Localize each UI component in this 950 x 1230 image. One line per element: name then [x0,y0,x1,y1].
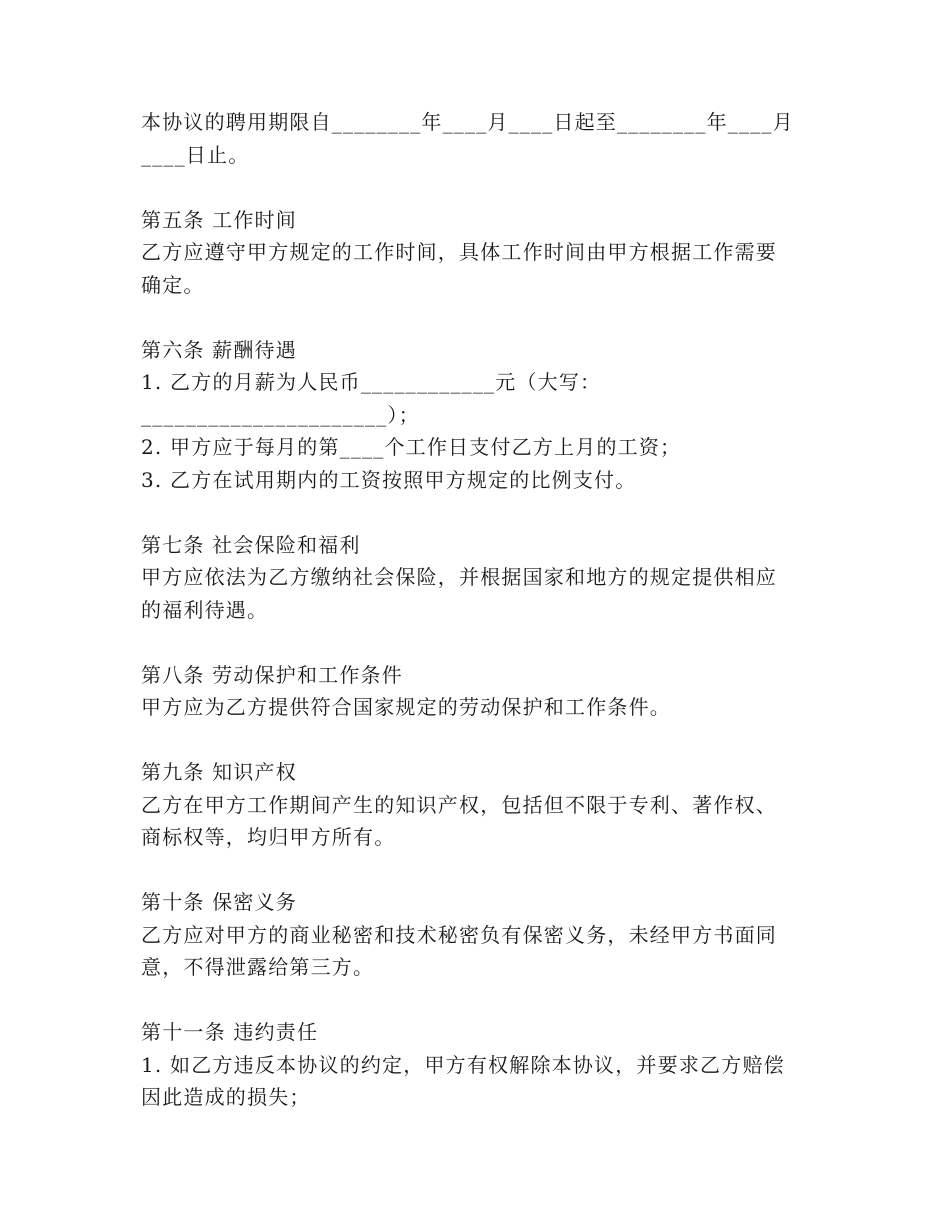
paragraph-line: 乙方应对甲方的商业秘密和技术秘密负有保密义务，未经甲方书面同 [141,922,777,947]
section-article-11 [141,1016,821,1114]
paragraph-line: 乙方应遵守甲方规定的工作时间，具体工作时间由甲方根据工作需要 [141,240,777,264]
paragraph-line: 甲方应依法为乙方缴纳社会保险，并根据国家和地方的规定提供相应 [141,565,777,589]
paragraph-spacer [141,496,821,529]
paragraph-line: 的福利待遇。 [141,597,269,622]
section-article-9 [141,756,821,854]
paragraph-line: ____日止。 [141,142,250,167]
paragraph-spacer [141,171,821,204]
section-heading: 第十一条 违约责任 [141,1020,319,1044]
paragraph-line: 乙方在甲方工作期间产生的知识产权，包括但不限于专利、著作权、 [141,792,777,817]
paragraph-spacer [141,854,821,887]
section-heading: 第五条 工作时间 [141,207,297,232]
paragraph-line: 意，不得泄露给第三方。 [141,955,375,979]
section-article-8 [141,659,821,724]
paragraph-line: 确定。 [141,272,205,297]
section-article-7 [141,529,821,627]
section-heading: 第十条 保密义务 [141,890,297,914]
list-item: 3. 乙方在试用期内的工资按照甲方规定的比例支付。 [141,467,637,492]
term-clause-continuation [141,106,821,171]
list-item-continuation: 因此造成的损失； [141,1085,311,1109]
section-heading: 第七条 社会保险和福利 [141,532,361,557]
section-article-6 [141,334,821,497]
paragraph-spacer [141,301,821,334]
paragraph-spacer [141,626,821,659]
list-item: 1. 乙方的月薪为人民币____________元（大写： [141,370,602,394]
paragraph-line: 商标权等，均归甲方所有。 [141,825,396,849]
paragraph-line: 本协议的聘用期限自________年____月____日起至________年____月 [141,110,794,134]
document-body [141,106,821,1114]
section-article-5 [141,204,821,302]
paragraph-spacer [141,724,821,757]
paragraph-line: 甲方应为乙方提供符合国家规定的劳动保护和工作条件。 [141,695,671,719]
section-heading: 第九条 知识产权 [141,760,297,784]
list-item: 1. 如乙方违反本协议的约定，甲方有权解除本协议，并要求乙方赔偿 [141,1052,785,1077]
section-heading: 第八条 劳动保护和工作条件 [141,662,403,687]
section-heading: 第六条 薪酬待遇 [141,337,297,362]
list-item-continuation: ______________________）； [141,402,420,427]
section-article-10 [141,886,821,984]
paragraph-spacer [141,984,821,1017]
list-item: 2. 甲方应于每月的第____个工作日支付乙方上月的工资； [141,435,682,459]
